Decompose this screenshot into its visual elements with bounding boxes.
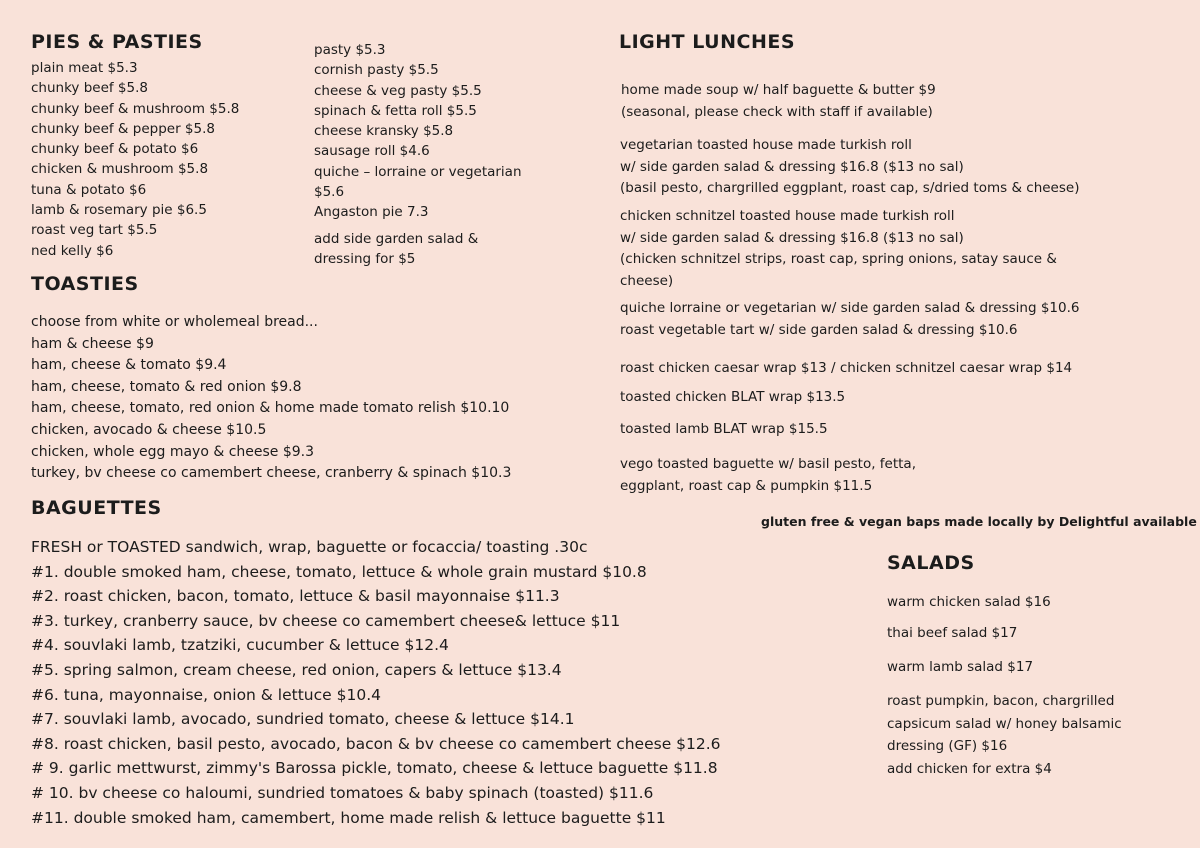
list-item: chunky beef & potato $6 <box>31 141 199 158</box>
salad-line: dressing (GF) $16 <box>887 738 1008 754</box>
baguettes-list <box>31 535 721 830</box>
toasties-heading: TOASTIES <box>31 273 139 295</box>
list-item: #3. turkey, cranberry sauce, bv cheese co camembert cheese& lettuce $11 <box>31 611 621 630</box>
list-item: # 10. bv cheese co haloumi, sundried tomatoes & baby spinach (toasted) $11.6 <box>31 783 654 802</box>
list-item: #7. souvlaki lamb, avocado, sundried tomato, cheese & lettuce $14.1 <box>31 710 575 729</box>
lunch-line: (chicken schnitzel strips, roast cap, spring onions, satay sauce & <box>620 251 1057 267</box>
list-item: # 9. garlic mettwurst, zimmy's Barossa pickle, tomato, cheese & lettuce baguette $11.8 <box>31 759 718 778</box>
lunch-line: (seasonal, please check with staff if available) <box>621 103 933 120</box>
lunch-quiche-tart <box>620 298 1080 341</box>
list-item: chicken & mushroom $5.8 <box>31 161 209 178</box>
list-item: chicken, avocado & cheese $10.5 <box>31 421 267 438</box>
list-item: quiche – lorraine or vegetarian <box>314 163 522 180</box>
lunch-schnitzel-roll <box>620 206 1057 292</box>
lunch-line: cheese) <box>620 272 674 289</box>
lunch-line: vego toasted baguette w/ basil pesto, fetta, <box>620 456 916 472</box>
salad-warm-lamb: warm lamb salad $17 <box>887 659 1034 675</box>
lunch-line: eggplant, roast cap & pumpkin $11.5 <box>620 477 873 494</box>
list-item: turkey, bv cheese co camembert cheese, cranberry & spinach $10.3 <box>31 465 512 482</box>
list-item: $5.6 <box>314 184 345 201</box>
list-item: cheese kransky $5.8 <box>314 123 454 140</box>
list-item: cheese & veg pasty $5.5 <box>314 82 482 99</box>
list-item: #11. double smoked ham, camembert, home made relish & lettuce baguette $11 <box>31 808 666 827</box>
list-item: Angaston pie 7.3 <box>314 204 429 221</box>
list-item: roast veg tart $5.5 <box>31 222 158 239</box>
list-item: ham, cheese & tomato $9.4 <box>31 357 227 374</box>
list-item: #6. tuna, mayonnaise, onion & lettuce $10.4 <box>31 685 381 704</box>
salad-thai-beef: thai beef salad $17 <box>887 625 1018 641</box>
salad-line: add chicken for extra $4 <box>887 760 1052 777</box>
side-salad-line: dressing for $5 <box>314 251 416 268</box>
list-item: choose from white or wholemeal bread... <box>31 314 318 330</box>
list-item: tuna & potato $6 <box>31 181 147 198</box>
lunch-chicken-blat: toasted chicken BLAT wrap $13.5 <box>620 389 846 405</box>
lunch-line: w/ side garden salad & dressing $16.8 ($13 no sal) <box>620 158 964 175</box>
lunch-line: quiche lorraine or vegetarian w/ side garden salad & dressing $10.6 <box>620 300 1080 316</box>
lunch-line: roast vegetable tart w/ side garden salad & dressing $10.6 <box>620 321 1018 338</box>
lunch-soup <box>621 80 936 123</box>
lunch-line: vegetarian toasted house made turkish roll <box>620 137 912 153</box>
list-item: #2. roast chicken, bacon, tomato, lettuce & basil mayonnaise $11.3 <box>31 587 560 606</box>
list-item: #4. souvlaki lamb, tzatziki, cucumber & lettuce $12.4 <box>31 636 449 655</box>
list-item: #8. roast chicken, basil pesto, avocado, bacon & bv cheese co camembert cheese $12.6 <box>31 734 721 753</box>
toasties-list <box>31 312 511 485</box>
list-item: spinach & fetta roll $5.5 <box>314 102 477 119</box>
side-salad-line: add side garden salad & <box>314 231 479 247</box>
list-item: lamb & rosemary pie $6.5 <box>31 202 207 219</box>
list-item: chunky beef & pepper $5.8 <box>31 120 215 137</box>
pies-heading: PIES & PASTIES <box>31 31 203 53</box>
list-item: ham, cheese, tomato, red onion & home made tomato relish $10.10 <box>31 400 510 417</box>
lunch-caesar-wrap: roast chicken caesar wrap $13 / chicken schnitzel caesar wrap $14 <box>620 360 1073 376</box>
salad-pumpkin <box>887 690 1122 780</box>
lunch-lamb-blat: toasted lamb BLAT wrap $15.5 <box>620 421 828 437</box>
list-item: #5. spring salmon, cream cheese, red onion, capers & lettuce $13.4 <box>31 660 562 679</box>
lunch-line: home made soup w/ half baguette & butter $9 <box>621 82 936 98</box>
list-item: ned kelly $6 <box>31 242 114 259</box>
lunch-veg-roll <box>620 135 1079 200</box>
list-item: chicken, whole egg mayo & cheese $9.3 <box>31 443 315 460</box>
salad-line: roast pumpkin, bacon, chargrilled <box>887 693 1115 709</box>
pies-list-col1 <box>31 58 239 261</box>
list-item: FRESH or TOASTED sandwich, wrap, baguette or focaccia/ toasting .30c <box>31 538 588 556</box>
list-item: plain meat $5.3 <box>31 60 138 76</box>
pies-list-col2 <box>314 40 522 223</box>
salad-warm-chicken: warm chicken salad $16 <box>887 594 1051 610</box>
list-item: chunky beef $5.8 <box>31 80 148 97</box>
lunch-vego-baguette <box>620 454 916 497</box>
list-item: #1. double smoked ham, cheese, tomato, lettuce & whole grain mustard $10.8 <box>31 562 647 581</box>
baguettes-heading: BAGUETTES <box>31 497 162 519</box>
side-salad-note <box>314 229 478 270</box>
list-item: sausage roll $4.6 <box>314 143 430 160</box>
gluten-free-note: gluten free & vegan baps made locally by Delightful available <box>761 514 1197 529</box>
list-item: pasty $5.3 <box>314 42 386 58</box>
lunch-line: w/ side garden salad & dressing $16.8 ($13 no sal) <box>620 229 964 246</box>
lunch-line: (basil pesto, chargrilled eggplant, roast cap, s/dried toms & cheese) <box>620 180 1080 196</box>
list-item: cornish pasty $5.5 <box>314 62 439 79</box>
lunches-heading: LIGHT LUNCHES <box>619 31 796 53</box>
list-item: chunky beef & mushroom $5.8 <box>31 100 240 117</box>
list-item: ham, cheese, tomato & red onion $9.8 <box>31 378 302 395</box>
list-item: ham & cheese $9 <box>31 335 154 352</box>
lunch-line: chicken schnitzel toasted house made turkish roll <box>620 208 955 224</box>
salad-line: capsicum salad w/ honey balsamic <box>887 715 1122 732</box>
salads-heading: SALADS <box>887 552 975 574</box>
